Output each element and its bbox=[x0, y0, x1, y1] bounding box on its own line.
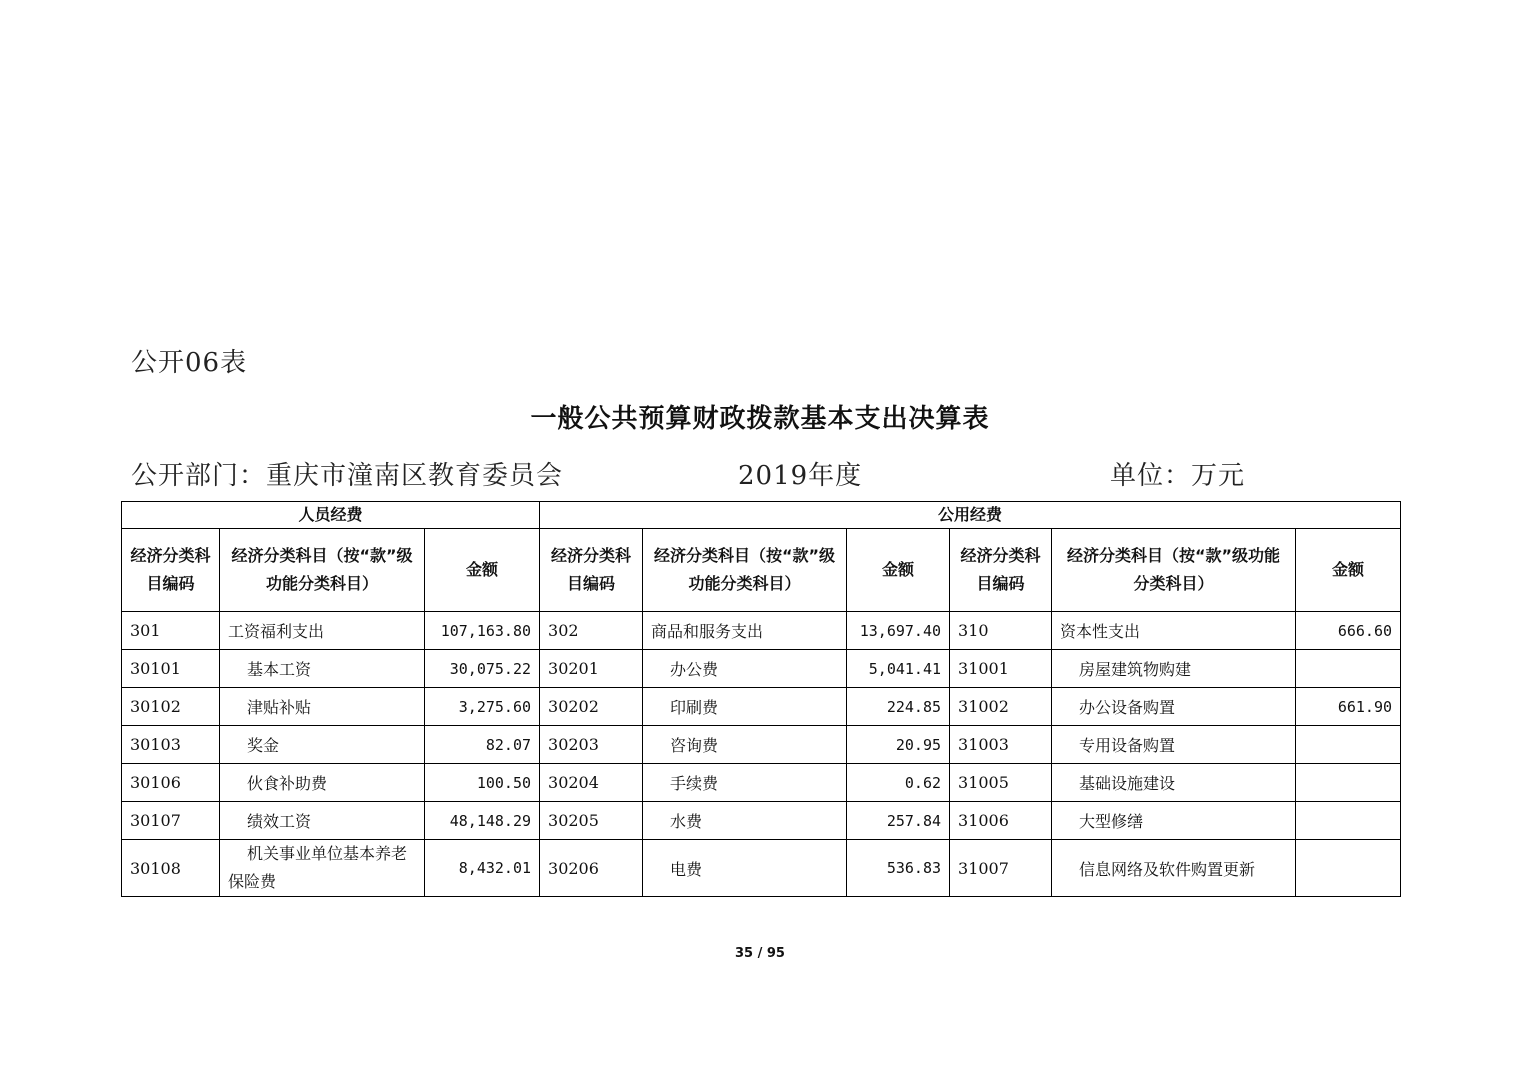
personnel-amount: 30,075.22 bbox=[425, 650, 540, 688]
column-header-row bbox=[122, 529, 1401, 612]
col-header-amount: 金额 bbox=[1296, 529, 1401, 612]
goods-code: 30204 bbox=[540, 764, 643, 802]
group-header-row bbox=[122, 502, 1401, 529]
personnel-code: 30107 bbox=[122, 802, 220, 840]
col-header-name: 经济分类科目（按“款”级功能分类科目） bbox=[1052, 529, 1296, 612]
capital-amount bbox=[1296, 764, 1401, 802]
page-number: 35 / 95 bbox=[735, 946, 785, 961]
group-public: 公用经费 bbox=[540, 502, 1401, 529]
personnel-code: 30106 bbox=[122, 764, 220, 802]
table-row bbox=[122, 802, 1401, 840]
col-header-amount: 金额 bbox=[425, 529, 540, 612]
goods-name: 电费 bbox=[643, 840, 847, 897]
goods-code: 30206 bbox=[540, 840, 643, 897]
goods-name: 咨询费 bbox=[643, 726, 847, 764]
goods-name: 水费 bbox=[643, 802, 847, 840]
personnel-amount: 48,148.29 bbox=[425, 802, 540, 840]
department-label: 公开部门：重庆市潼南区教育委员会 bbox=[131, 461, 564, 491]
capital-name: 资本性支出 bbox=[1052, 612, 1296, 650]
capital-amount: 661.90 bbox=[1296, 688, 1401, 726]
personnel-name: 工资福利支出 bbox=[220, 612, 425, 650]
capital-code: 31007 bbox=[950, 840, 1052, 897]
table-row bbox=[122, 840, 1401, 897]
col-header-code: 经济分类科目编码 bbox=[122, 529, 220, 612]
personnel-name: 奖金 bbox=[220, 726, 425, 764]
capital-name: 专用设备购置 bbox=[1052, 726, 1296, 764]
capital-name: 办公设备购置 bbox=[1052, 688, 1296, 726]
goods-code: 30203 bbox=[540, 726, 643, 764]
personnel-amount: 100.50 bbox=[425, 764, 540, 802]
personnel-code: 30103 bbox=[122, 726, 220, 764]
capital-amount bbox=[1296, 840, 1401, 897]
goods-amount: 0.62 bbox=[847, 764, 950, 802]
goods-name: 手续费 bbox=[643, 764, 847, 802]
personnel-name: 基本工资 bbox=[220, 650, 425, 688]
table-row bbox=[122, 688, 1401, 726]
table-row bbox=[122, 726, 1401, 764]
personnel-amount: 3,275.60 bbox=[425, 688, 540, 726]
table-label: 公开06表 bbox=[131, 348, 248, 378]
budget-table bbox=[121, 501, 1401, 897]
table-row bbox=[122, 612, 1401, 650]
personnel-name: 机关事业单位基本养老保险费 bbox=[220, 840, 425, 897]
goods-name: 商品和服务支出 bbox=[643, 612, 847, 650]
personnel-name: 绩效工资 bbox=[220, 802, 425, 840]
goods-amount: 257.84 bbox=[847, 802, 950, 840]
personnel-code: 30101 bbox=[122, 650, 220, 688]
personnel-code: 301 bbox=[122, 612, 220, 650]
unit-label: 单位：万元 bbox=[1110, 461, 1246, 491]
goods-amount: 13,697.40 bbox=[847, 612, 950, 650]
col-header-name: 经济分类科目（按“款”级功能分类科目） bbox=[220, 529, 425, 612]
capital-code: 31002 bbox=[950, 688, 1052, 726]
personnel-amount: 107,163.80 bbox=[425, 612, 540, 650]
goods-name: 印刷费 bbox=[643, 688, 847, 726]
goods-amount: 536.83 bbox=[847, 840, 950, 897]
capital-name: 房屋建筑物购建 bbox=[1052, 650, 1296, 688]
goods-amount: 5,041.41 bbox=[847, 650, 950, 688]
capital-name: 大型修缮 bbox=[1052, 802, 1296, 840]
col-header-name: 经济分类科目（按“款”级功能分类科目） bbox=[643, 529, 847, 612]
goods-code: 30202 bbox=[540, 688, 643, 726]
capital-code: 31006 bbox=[950, 802, 1052, 840]
group-personnel: 人员经费 bbox=[122, 502, 540, 529]
capital-amount bbox=[1296, 802, 1401, 840]
capital-code: 31003 bbox=[950, 726, 1052, 764]
fiscal-year-label: 2019年度 bbox=[738, 461, 863, 491]
capital-code: 31001 bbox=[950, 650, 1052, 688]
goods-name: 办公费 bbox=[643, 650, 847, 688]
col-header-amount: 金额 bbox=[847, 529, 950, 612]
document-title: 一般公共预算财政拨款基本支出决算表 bbox=[530, 404, 990, 434]
capital-amount bbox=[1296, 650, 1401, 688]
capital-code: 310 bbox=[950, 612, 1052, 650]
personnel-code: 30102 bbox=[122, 688, 220, 726]
col-header-code: 经济分类科目编码 bbox=[950, 529, 1052, 612]
personnel-amount: 8,432.01 bbox=[425, 840, 540, 897]
col-header-code: 经济分类科目编码 bbox=[540, 529, 643, 612]
personnel-name: 伙食补助费 bbox=[220, 764, 425, 802]
capital-amount: 666.60 bbox=[1296, 612, 1401, 650]
goods-amount: 20.95 bbox=[847, 726, 950, 764]
goods-code: 302 bbox=[540, 612, 643, 650]
personnel-code: 30108 bbox=[122, 840, 220, 897]
capital-name: 信息网络及软件购置更新 bbox=[1052, 840, 1296, 897]
personnel-amount: 82.07 bbox=[425, 726, 540, 764]
goods-code: 30201 bbox=[540, 650, 643, 688]
capital-code: 31005 bbox=[950, 764, 1052, 802]
capital-amount bbox=[1296, 726, 1401, 764]
table-row bbox=[122, 764, 1401, 802]
goods-code: 30205 bbox=[540, 802, 643, 840]
capital-name: 基础设施建设 bbox=[1052, 764, 1296, 802]
personnel-name: 津贴补贴 bbox=[220, 688, 425, 726]
goods-amount: 224.85 bbox=[847, 688, 950, 726]
table-row bbox=[122, 650, 1401, 688]
